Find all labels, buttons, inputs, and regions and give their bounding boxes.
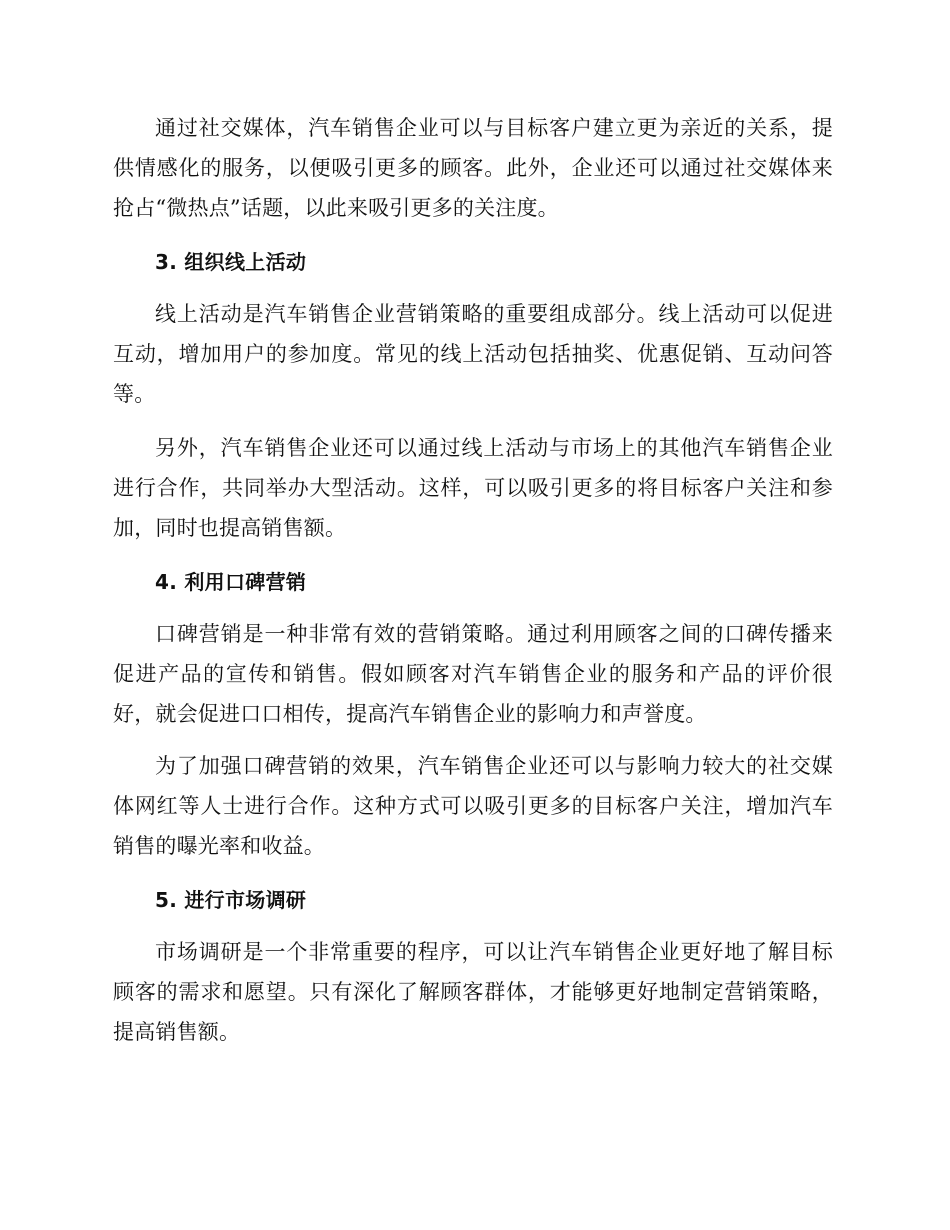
spacer: [113, 548, 833, 562]
paragraph-influencer: 为了加强口碑营销的效果，汽车销售企业还可以与影响力较大的社交媒体网红等人士进行合作。这种方式可以吸引更多的目标客户关注，增加汽车销售的曝光率和收益。: [113, 754, 833, 858]
document-page: [113, 108, 833, 1052]
spacer: [113, 734, 833, 746]
paragraph-word-of-mouth: 口碑营销是一种非常有效的营销策略。通过利用顾客之间的口碑传播来促进产品的宣传和销售。假如顾客对汽车销售企业的服务和产品的评价很好，就会促进口口相传，提高汽车销售企业的影响力和声誉度。: [113, 622, 833, 726]
paragraph-online-activities: 线上活动是汽车销售企业营销策略的重要组成部分。线上活动可以促进互动，增加用户的参加度。常见的线上活动包括抽奖、优惠促销、互动问答等。: [113, 302, 833, 406]
section-heading-word-of-mouth: 4. 利用口碑营销: [155, 570, 307, 594]
section-heading-online-activities: 3. 组织线上活动: [155, 250, 307, 274]
spacer: [113, 228, 833, 242]
spacer: [113, 866, 833, 880]
spacer: [113, 920, 833, 932]
section-heading-market-research: 5. 进行市场调研: [155, 888, 307, 912]
spacer: [113, 414, 833, 428]
paragraph-social-media: 通过社交媒体，汽车销售企业可以与目标客户建立更为亲近的关系，提供情感化的服务，以便吸引更多的顾客。此外，企业还可以通过社交媒体来抢占“微热点”话题，以此来吸引更多的关注度。: [113, 116, 833, 220]
spacer: [113, 282, 833, 294]
paragraph-cooperation: 另外，汽车销售企业还可以通过线上活动与市场上的其他汽车销售企业进行合作，共同举办大型活动。这样，可以吸引更多的将目标客户关注和参加，同时也提高销售额。: [113, 436, 833, 540]
paragraph-market-research: 市场调研是一个非常重要的程序，可以让汽车销售企业更好地了解目标顾客的需求和愿望。只有深化了解顾客群体，才能够更好地制定营销策略，提高销售额。: [113, 940, 833, 1044]
spacer: [113, 602, 833, 614]
